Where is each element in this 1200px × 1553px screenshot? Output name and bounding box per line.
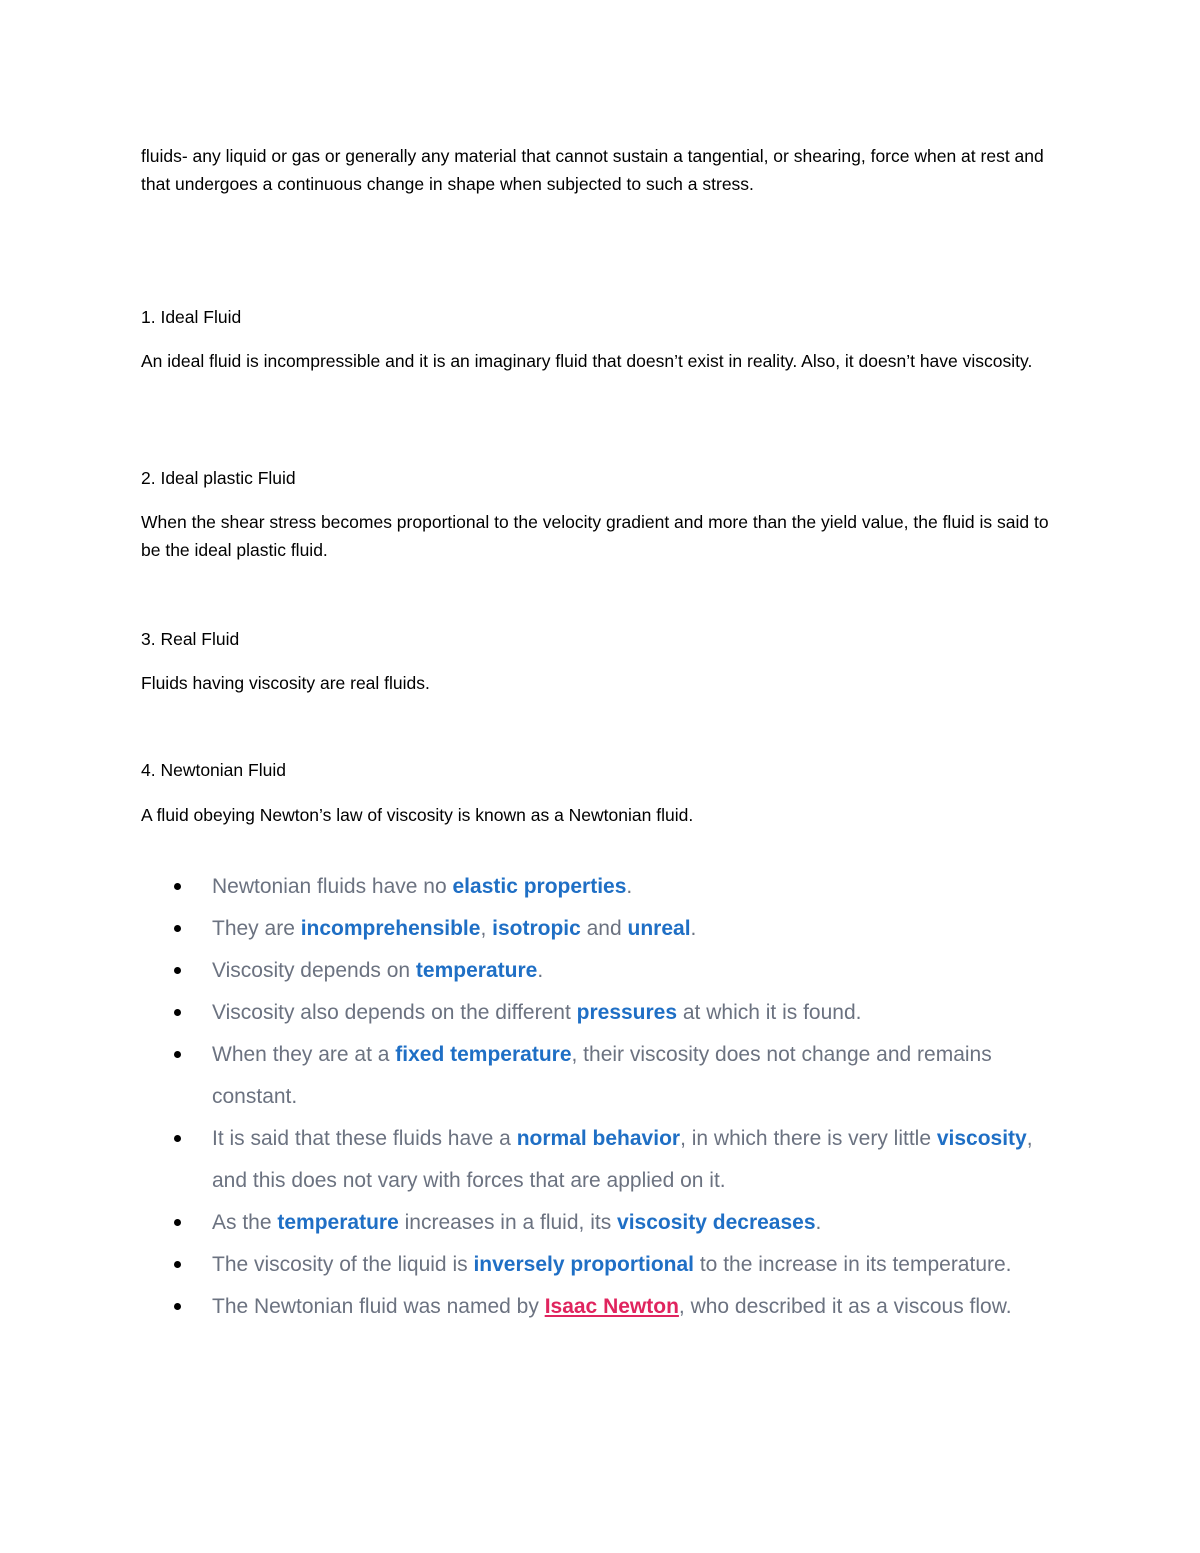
list-item: [141, 1118, 1061, 1202]
list-item: [141, 908, 1061, 950]
section-heading-ideal-fluid: 1. Ideal Fluid: [141, 307, 242, 327]
list-text: to the increase in its temperature.: [694, 1253, 1012, 1276]
list-text: Newtonian fluids have no: [212, 875, 453, 898]
list-text: , and this does not vary with forces that are applied on it.: [212, 1127, 1033, 1192]
highlight-text[interactable]: viscosity decreases: [617, 1211, 816, 1234]
list-text: .: [690, 917, 697, 940]
section-text-ideal-fluid: An ideal fluid is incompressible and it is an imaginary fluid that doesn’t exist in reality. Also, it doesn’t have viscosity.: [141, 351, 1033, 371]
bullet-icon: [174, 1135, 181, 1142]
list-text: Viscosity depends on: [212, 959, 416, 982]
list-text: They are: [212, 917, 301, 940]
highlight-text[interactable]: temperature: [415, 959, 538, 982]
highlight-text[interactable]: elastic properties: [452, 875, 627, 898]
list-text: .: [626, 875, 633, 898]
section-text-newtonian-fluid: A fluid obeying Newton’s law of viscosity is known as a Newtonian fluid.: [141, 805, 694, 825]
highlight-text[interactable]: normal behavior: [516, 1127, 681, 1150]
list-text: increases in a fluid, its: [398, 1211, 618, 1234]
bullet-icon: [174, 1303, 181, 1310]
highlight-text[interactable]: viscosity: [936, 1127, 1027, 1150]
highlight-text[interactable]: fixed temperature: [395, 1043, 572, 1066]
section-heading-newtonian-fluid: 4. Newtonian Fluid: [141, 760, 286, 780]
list-text: at which it is found.: [677, 1001, 862, 1024]
bullet-icon: [174, 1009, 181, 1016]
intro-paragraph: fluids- any liquid or gas or generally any material that cannot sustain a tangential, or shearing, force when at rest and that undergoes a continuous change in shape when subjected to such a stress.: [141, 146, 1044, 194]
list-item: [141, 992, 1061, 1034]
bullet-icon: [174, 883, 181, 890]
isaac-newton-link[interactable]: Isaac Newton: [544, 1295, 679, 1318]
list-item: [141, 950, 1061, 992]
list-text: It is said that these fluids have a: [212, 1127, 517, 1150]
highlight-text[interactable]: pressures: [576, 1001, 678, 1024]
bullet-icon: [174, 925, 181, 932]
highlight-text[interactable]: isotropic: [492, 917, 581, 940]
section-text-ideal-plastic-fluid: When the shear stress becomes proportional to the velocity gradient and more than the yield value, the fluid is said to be the ideal plastic fluid.: [141, 512, 1049, 560]
bullet-icon: [174, 1051, 181, 1058]
bullet-icon: [174, 1261, 181, 1268]
highlight-text[interactable]: unreal: [627, 917, 691, 940]
highlight-text[interactable]: incomprehensible: [300, 917, 481, 940]
bullet-icon: [174, 1219, 181, 1226]
list-text: , who described it as a viscous flow.: [678, 1295, 1012, 1318]
bullet-icon: [174, 967, 181, 974]
highlight-text[interactable]: temperature: [277, 1211, 399, 1234]
list-text: When they are at a: [212, 1043, 396, 1066]
list-text: .: [815, 1211, 822, 1234]
list-text: Viscosity also depends on the different: [212, 1001, 577, 1024]
list-item: [141, 1034, 1061, 1118]
list-text: As the: [212, 1211, 278, 1234]
section-heading-ideal-plastic-fluid: 2. Ideal plastic Fluid: [141, 468, 296, 488]
list-item: [141, 1286, 1061, 1328]
list-text: .: [537, 959, 544, 982]
list-text: and: [580, 917, 628, 940]
list-text: ,: [480, 917, 493, 940]
list-text: , in which there is very little: [680, 1127, 937, 1150]
list-text: The Newtonian fluid was named by: [212, 1295, 545, 1318]
newtonian-properties-list: [141, 866, 1061, 1328]
list-item: [141, 866, 1061, 908]
list-item: [141, 1244, 1061, 1286]
list-text: The viscosity of the liquid is: [212, 1253, 474, 1276]
list-item: [141, 1202, 1061, 1244]
section-text-real-fluid: Fluids having viscosity are real fluids.: [141, 673, 430, 693]
highlight-text[interactable]: inversely proportional: [473, 1253, 695, 1276]
list-text: , their viscosity does not change and remains constant.: [212, 1043, 992, 1108]
section-heading-real-fluid: 3. Real Fluid: [141, 629, 240, 649]
